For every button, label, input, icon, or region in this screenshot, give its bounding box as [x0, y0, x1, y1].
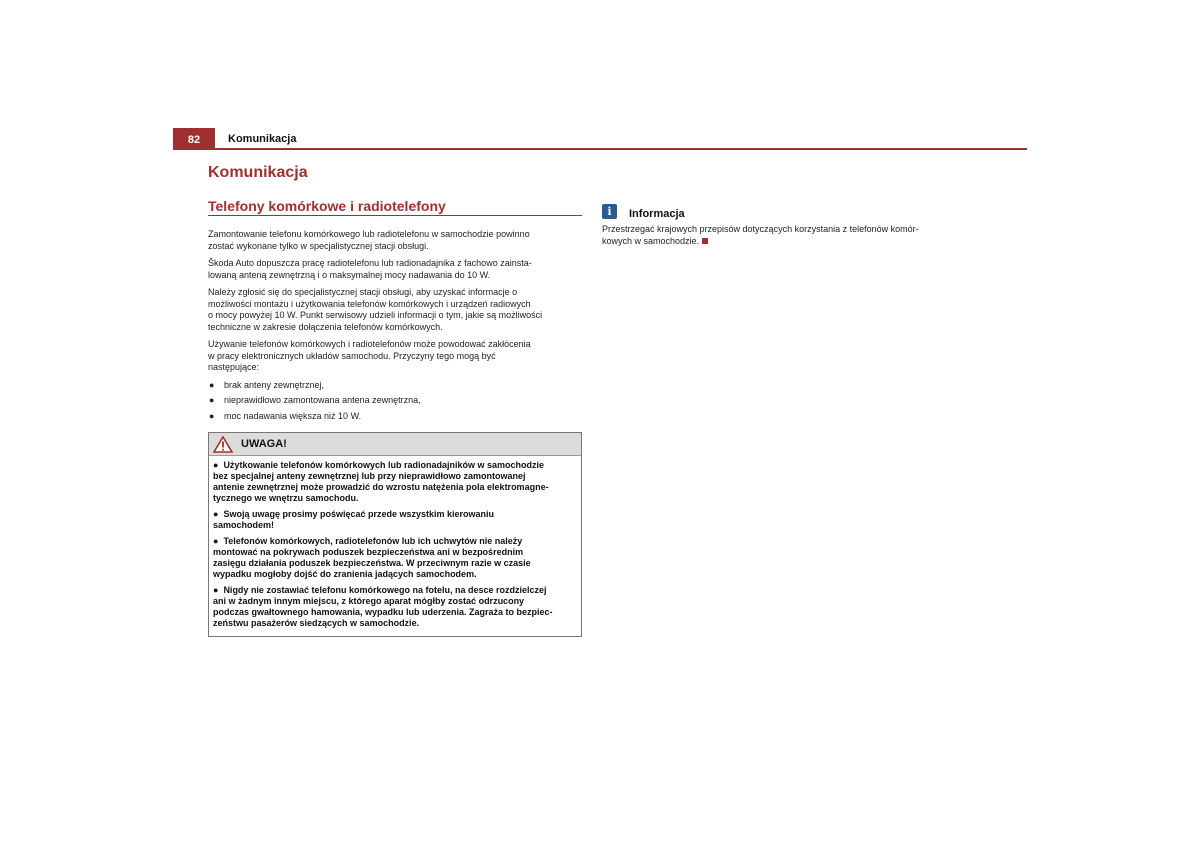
warning-triangle-icon: [213, 436, 233, 453]
page-number: 82: [173, 128, 215, 148]
paragraph: Zamontowanie telefonu komórkowego lub radiotelefonu w samochodzie powinno zostać wykonane tylko w specjalistycznej stacji obsługi.: [208, 229, 530, 251]
list-item: [208, 395, 582, 407]
bullet-icon: ●: [209, 395, 215, 405]
list-item: [208, 380, 582, 392]
warning-header: [209, 433, 581, 456]
info-text-block: [602, 224, 972, 247]
warning-box: [208, 432, 582, 637]
info-header: [602, 202, 685, 220]
list-item-text: nieprawidłowo zamontowana antena zewnętrzna,: [224, 395, 421, 405]
warning-item: ● Telefonów komórkowych, radiotelefonów lub ich uchwytów nie należy montować na pokrywach poduszek bezpieczeństwa ani w bezpośrednim zasięgu działania poduszek bezpieczeństwa. W przeciwnym razie w czasie wypadku mogłoby dojść do zranienia jadących samochodem.: [213, 536, 531, 579]
paragraph: Škoda Auto dopuszcza pracę radiotelefonu lub radionadajnika z fachowo zainsta- lowaną anteną zewnętrzną i o maksymalnej mocy nadawania do 10 W.: [208, 258, 532, 280]
list-item-text: brak anteny zewnętrznej,: [224, 379, 325, 390]
warning-item-text: Nigdy nie zostawiać telefonu komórkowego na fotelu, na desce rozdzielczej ani w żadnym innym miejscu, z którego aparat mógłby zostać odrzucony podczas gwałtownego hamowania, wypadku lub uderzenia. Zagraża to bezpiec- zeństwu pasażerów siedzących w samochodzie.: [213, 585, 553, 628]
chapter-title: Komunikacja: [208, 164, 308, 181]
paragraph: Należy zgłosić się do specjalistycznej stacji obsługi, aby uzyskać informacje o możliwości montażu i użytkowania telefonów komórkowych i urządzeń radiowych o mocy powyżej 10 W. Punkt serwisowy udzieli informacji o tym, jakie są możliwości techniczne w zakresie dołączenia telefonów komórkowych.: [208, 287, 543, 332]
warning-item-text: Swoją uwagę prosimy poświęcać przede wszystkim kierowaniu samochodem!: [213, 509, 495, 530]
bullet-icon: ●: [209, 379, 215, 390]
warning-item: ● Nigdy nie zostawiać telefonu komórkowego na fotelu, na desce rozdzielczej ani w żadnym innym miejscu, z którego aparat mógłby zostać odrzucony podczas gwałtownego hamowania, wypadku lub uderzenia. Zagraża to bezpiec- zeństwu pasażerów siedzących w samochodzie.: [213, 585, 553, 628]
warning-title: UWAGA!: [241, 438, 287, 450]
warning-item-text: Telefonów komórkowych, radiotelefonów lub ich uchwytów nie należy montować na pokrywach poduszek bezpieczeństwa ani w bezpośrednim zasięgu działania poduszek bezpieczeństwa. W przeciwnym razie w czasie wypadku mogłoby dojść do zranienia jadących samochodem.: [213, 536, 531, 579]
page-header: [173, 128, 1027, 150]
list-item: [208, 411, 582, 423]
warning-body: [209, 456, 581, 636]
cause-list: [208, 380, 582, 423]
warning-item-text: Użytkowanie telefonów komórkowych lub radionadajników w samochodzie bez specjalnej anteny zewnętrznej lub przy nieprawidłowo zamontowanej antenie zewnętrznej może prowadzić do wzrostu natężenia pola elektromagne- tycznego we wnętrzu samochodu.: [213, 460, 549, 503]
bullet-icon: ●: [209, 410, 215, 421]
main-text-column: [208, 229, 582, 430]
info-icon: i: [602, 204, 617, 219]
info-title: Informacja: [629, 208, 685, 220]
section-title: Telefony komórkowe i radiotelefony: [208, 198, 582, 216]
list-item-text: moc nadawania większa niż 10 W.: [224, 410, 362, 421]
warning-item: ● Swoją uwagę prosimy poświęcać przede wszystkim kierowaniu samochodem!: [213, 509, 495, 530]
end-of-section-marker: [702, 238, 708, 244]
paragraph: Używanie telefonów komórkowych i radiotelefonów może powodować zakłócenia w pracy elektronicznych układów samochodu. Przyczyny tego mogą być następujące:: [208, 339, 531, 372]
warning-item: ● Użytkowanie telefonów komórkowych lub radionadajników w samochodzie bez specjalnej anteny zewnętrznej lub przy nieprawidłowo zamontowanej antenie zewnętrznej może prowadzić do wzrostu natężenia pola elektromagne- tycznego we wnętrzu samochodu.: [213, 460, 549, 503]
info-text: Przestrzegać krajowych przepisów dotyczących korzystania z telefonów komór- kowych w samochodzie.: [602, 224, 919, 246]
header-section-title: Komunikacja: [228, 133, 297, 145]
